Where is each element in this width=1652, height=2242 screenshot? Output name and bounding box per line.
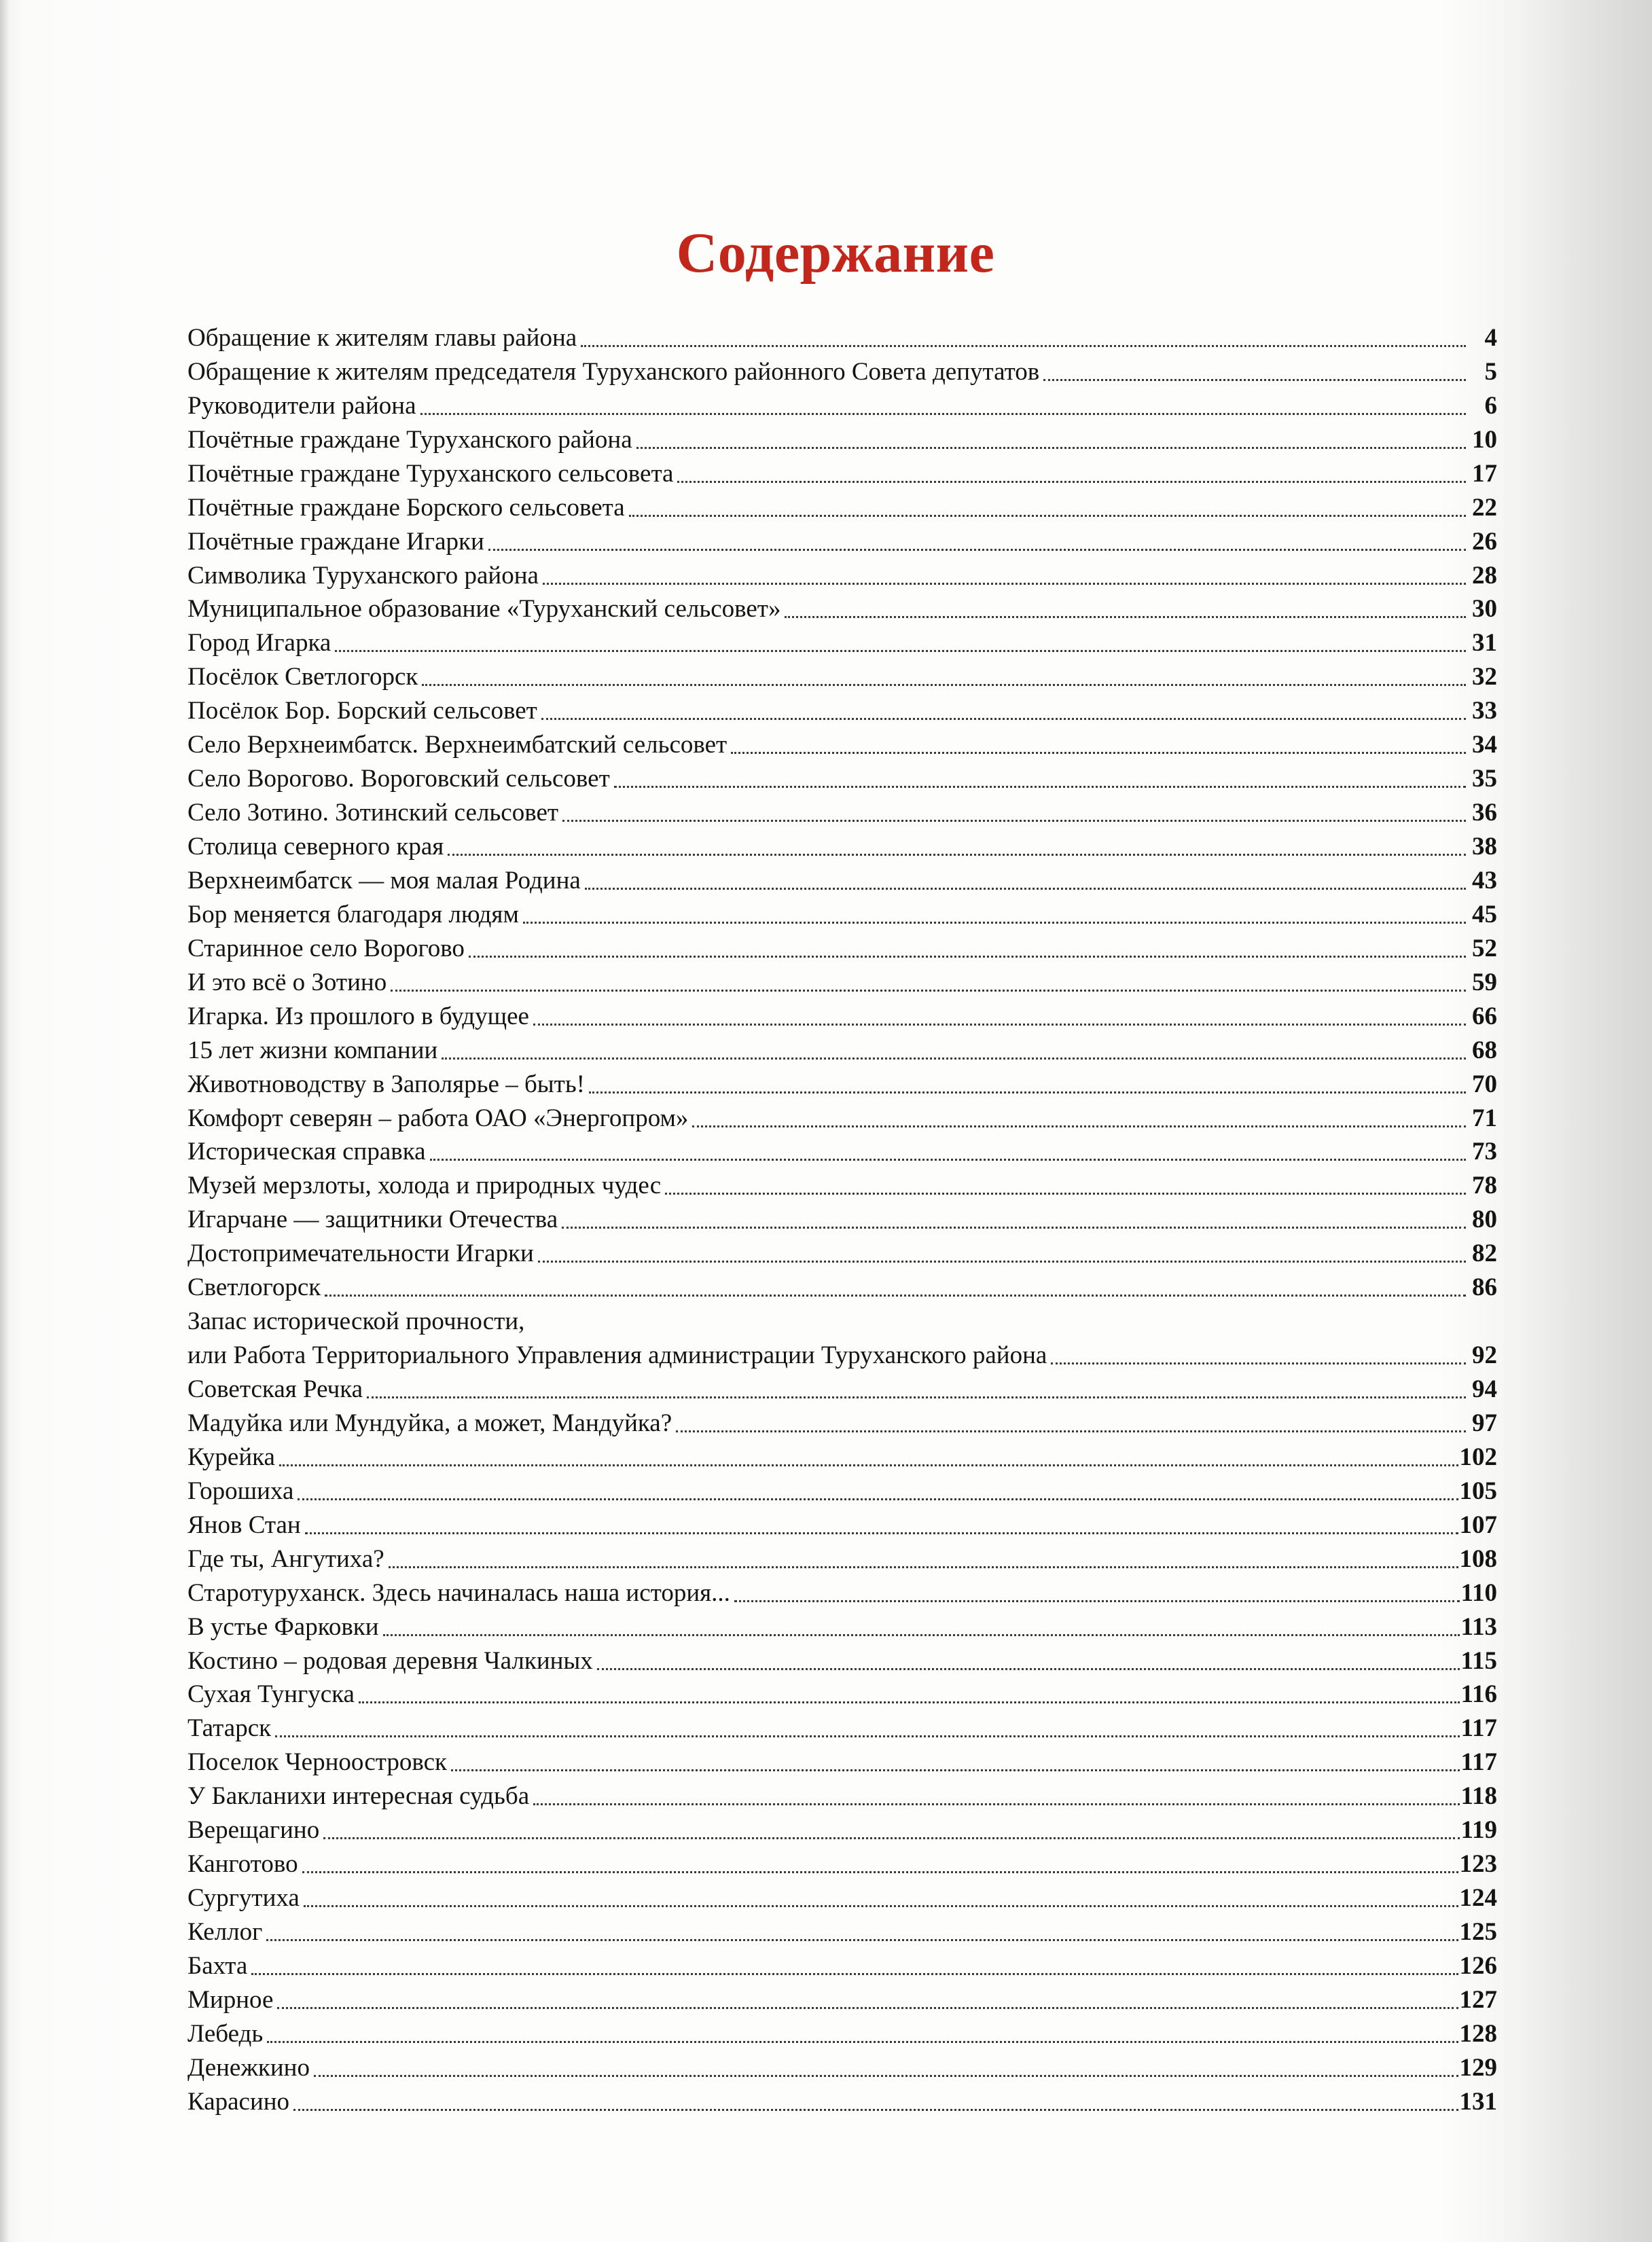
toc-page-number: 38: [1472, 833, 1497, 861]
toc-page-number: 107: [1459, 1511, 1497, 1539]
toc-entry-title: Горошиха: [187, 1477, 294, 1505]
toc-dot-leader: [335, 650, 1466, 652]
toc-dot-leader: [422, 684, 1466, 686]
toc-dot-leader: [420, 413, 1466, 415]
toc-dot-leader: [451, 1769, 1460, 1771]
toc-page-number: 17: [1472, 459, 1497, 488]
toc-entry-47: [187, 1879, 1497, 1913]
toc-entry-title: Посёлок Светлогорск: [187, 663, 418, 691]
toc-dot-leader: [302, 1871, 1458, 1873]
toc-dot-leader: [442, 1057, 1466, 1060]
page-title: Содержание: [676, 221, 995, 285]
toc-entry-title: Поселок Черноостровск: [187, 1748, 448, 1777]
toc-page-number: 127: [1459, 1985, 1497, 2014]
toc-entry-25: [187, 1134, 1497, 1168]
toc-page-number: 30: [1472, 595, 1497, 623]
toc-page-number: 36: [1472, 799, 1497, 827]
toc-page-number: 70: [1472, 1070, 1497, 1098]
toc-dot-leader: [391, 990, 1466, 992]
toc-entry-title: Верхнеимбатск — моя малая Родина: [187, 866, 581, 894]
toc-entry-53: [187, 2083, 1497, 2117]
toc-dot-leader: [304, 1905, 1458, 1907]
toc-entry-title: Село Верхнеимбатск. Верхнеимбатский сельсовет: [187, 731, 728, 759]
toc-entry-title: Город Игарка: [187, 629, 331, 657]
toc-entry-1: [187, 319, 1497, 353]
toc-entry-6: [187, 489, 1497, 523]
toc-entry-14: [187, 760, 1497, 794]
toc-entry-title: Символика Туруханского района: [187, 561, 539, 590]
toc-entry-title: Музей мерзлоты, холода и природных чудес: [187, 1172, 662, 1200]
toc-page-number: 119: [1460, 1816, 1497, 1845]
toc-dot-leader: [298, 1498, 1458, 1500]
toc-dot-leader: [325, 1295, 1466, 1297]
toc-entry-title: Почётные граждане Игарки: [187, 527, 484, 556]
toc-entry-title: Почётные граждане Борского сельсовета: [187, 493, 625, 522]
toc-entry-title: Руководители района: [187, 391, 416, 420]
toc-page-number: 131: [1459, 2087, 1497, 2116]
toc-entry-title: Лебедь: [187, 2019, 264, 2048]
toc-entry-2: [187, 353, 1497, 387]
toc-entry-37: [187, 1540, 1497, 1574]
toc-entry-28: [187, 1235, 1497, 1269]
toc-entry-42: [187, 1710, 1497, 1743]
toc-page-number: 71: [1472, 1104, 1497, 1132]
toc-page-number: 116: [1460, 1680, 1497, 1709]
page-edge-shadow: [0, 0, 10, 2242]
toc-dot-leader: [692, 1125, 1466, 1127]
toc-entry-title: Столица северного края: [187, 833, 444, 861]
toc-page-number: 43: [1472, 866, 1497, 894]
toc-page-number: 97: [1472, 1409, 1497, 1437]
toc-dot-leader: [636, 447, 1466, 449]
toc-dot-leader: [314, 2075, 1458, 2077]
toc-entry-title: Келлог: [187, 1918, 263, 1946]
toc-page-number: 82: [1472, 1240, 1497, 1268]
toc-dot-leader: [430, 1159, 1466, 1161]
toc-page-number: 33: [1472, 697, 1497, 725]
toc-entry-title: Почётные граждане Туруханского района: [187, 425, 632, 454]
toc-entry-title: Историческая справка: [187, 1138, 426, 1166]
toc-dot-leader: [488, 549, 1466, 551]
toc-page-number: 86: [1472, 1273, 1497, 1302]
toc-entry-48: [187, 1913, 1497, 1947]
toc-dot-leader: [267, 2041, 1458, 2043]
toc-entry-18: [187, 896, 1497, 930]
toc-page-number: 115: [1460, 1646, 1497, 1675]
toc-dot-leader: [323, 1837, 1459, 1839]
toc-page-number: 22: [1472, 493, 1497, 522]
toc-entry-8: [187, 557, 1497, 591]
toc-dot-leader: [469, 956, 1466, 958]
toc-entry-34: [187, 1439, 1497, 1472]
toc-page-number: 125: [1459, 1918, 1497, 1946]
toc-entry-title: Сургутиха: [187, 1884, 300, 1913]
toc-dot-leader: [734, 1600, 1460, 1602]
toc-entry-20: [187, 964, 1497, 998]
toc-dot-leader: [589, 1091, 1466, 1093]
toc-entry-title: Мирное: [187, 1985, 274, 2014]
toc-entry-title: Село Зотино. Зотинский сельсовет: [187, 799, 559, 827]
toc-entry-51: [187, 2015, 1497, 2049]
toc-entry-title: Обращение к жителям главы района: [187, 323, 577, 352]
toc-dot-leader: [533, 1803, 1459, 1805]
toc-page-number: 68: [1472, 1036, 1497, 1064]
toc-entry-title: И это всё о Зотино: [187, 968, 387, 996]
toc-entry-title: Светлогорск: [187, 1273, 321, 1302]
toc-entry-title: Канготово: [187, 1850, 298, 1879]
toc-entry-title: или Работа Территориального Управления администрации Туруханского района: [187, 1341, 1047, 1370]
toc-entry-12: [187, 692, 1497, 726]
toc-page-number: 117: [1460, 1748, 1497, 1777]
toc-dot-leader: [541, 718, 1466, 720]
toc-entry-title: Верещагино: [187, 1816, 320, 1845]
toc-page-number: 117: [1460, 1714, 1497, 1743]
toc-dot-leader: [1051, 1362, 1466, 1364]
toc-entry-24: [187, 1100, 1497, 1134]
toc-entry-35: [187, 1472, 1497, 1506]
toc-dot-leader: [614, 786, 1466, 788]
toc-entry-41: [187, 1676, 1497, 1710]
toc-dot-leader: [585, 888, 1466, 890]
toc-page-number: 59: [1472, 968, 1497, 996]
toc-page-number: 108: [1459, 1544, 1497, 1573]
toc-entry-title: Запас исторической прочности,: [187, 1307, 525, 1336]
toc-entry-title: Комфорт северян – работа ОАО «Энергопром»: [187, 1104, 689, 1132]
toc-entry-49: [187, 1947, 1497, 1981]
toc-page-number: 31: [1472, 629, 1497, 657]
toc-entry-39: [187, 1608, 1497, 1642]
toc-entry-7: [187, 523, 1497, 557]
toc-entry-15: [187, 794, 1497, 828]
toc-page-number: 124: [1459, 1884, 1497, 1913]
toc-entry-31: [187, 1337, 1497, 1371]
toc-entry-13: [187, 726, 1497, 760]
toc-dot-leader: [597, 1668, 1460, 1670]
toc-dot-leader: [383, 1634, 1460, 1636]
toc-page-number: 78: [1472, 1172, 1497, 1200]
toc-dot-leader: [293, 2109, 1458, 2111]
toc-page-number: 32: [1472, 663, 1497, 691]
toc-page-number: 73: [1472, 1138, 1497, 1166]
toc-entry-title: Муниципальное образование «Туруханский сельсовет»: [187, 595, 781, 623]
toc-page-number: 5: [1484, 357, 1497, 386]
toc-entry-11: [187, 658, 1497, 692]
toc-dot-leader: [359, 1701, 1460, 1703]
toc-dot-leader: [665, 1193, 1466, 1195]
toc-entry-46: [187, 1845, 1497, 1879]
toc-page-number: 126: [1459, 1951, 1497, 1980]
toc-dot-leader: [523, 922, 1466, 924]
toc-page-number: 26: [1472, 527, 1497, 556]
toc-page-number: 113: [1460, 1612, 1497, 1641]
table-of-contents: [187, 319, 1497, 2117]
toc-entry-title: Игарка. Из прошлого в будущее: [187, 1002, 529, 1030]
toc-entry-52: [187, 2049, 1497, 2083]
toc-entry-32: [187, 1371, 1497, 1405]
toc-entry-40: [187, 1642, 1497, 1676]
toc-dot-leader: [562, 1227, 1466, 1229]
toc-entry-title: Костино – родовая деревня Чалкиных: [187, 1646, 593, 1675]
toc-dot-leader: [785, 616, 1466, 618]
toc-entry-36: [187, 1506, 1497, 1540]
toc-entry-title: Бор меняется благодаря людям: [187, 900, 519, 928]
toc-page-number: 34: [1472, 731, 1497, 759]
toc-dot-leader: [538, 1261, 1466, 1263]
toc-page-number: 66: [1472, 1002, 1497, 1030]
toc-entry-title: Животноводству в Заполярье – быть!: [187, 1070, 586, 1098]
toc-entry-title: В устье Фарковки: [187, 1612, 379, 1641]
toc-dot-leader: [266, 1939, 1458, 1941]
toc-entry-44: [187, 1777, 1497, 1811]
toc-entry-4: [187, 421, 1497, 455]
toc-dot-leader: [389, 1566, 1458, 1568]
toc-entry-10: [187, 624, 1497, 658]
toc-entry-19: [187, 930, 1497, 964]
toc-page-number: 110: [1460, 1578, 1497, 1607]
toc-entry-title: Игарчане — защитники Отечества: [187, 1206, 558, 1234]
toc-entry-title: Село Ворогово. Вороговский сельсовет: [187, 765, 610, 793]
toc-entry-29: [187, 1269, 1497, 1303]
toc-dot-leader: [581, 345, 1466, 347]
toc-entry-22: [187, 1032, 1497, 1066]
toc-dot-leader: [677, 481, 1466, 483]
toc-page-number: 52: [1472, 934, 1497, 962]
toc-page-number: 123: [1459, 1850, 1497, 1879]
toc-entry-title: Старотуруханск. Здесь начиналась наша история...: [187, 1578, 730, 1607]
toc-page-number: 80: [1472, 1206, 1497, 1234]
toc-entry-16: [187, 828, 1497, 862]
toc-entry-title: Курейка: [187, 1443, 275, 1471]
toc-page-number: 4: [1484, 323, 1497, 352]
toc-dot-leader: [305, 1532, 1458, 1534]
toc-entry-27: [187, 1201, 1497, 1235]
toc-entry-26: [187, 1167, 1497, 1201]
toc-dot-leader: [277, 2007, 1458, 2009]
toc-entry-23: [187, 1066, 1497, 1100]
toc-entry-title: Старинное село Ворогово: [187, 934, 465, 962]
toc-entry-17: [187, 862, 1497, 896]
toc-entry-title: Советская Речка: [187, 1375, 363, 1403]
toc-dot-leader: [251, 1973, 1458, 1975]
toc-dot-leader: [676, 1430, 1466, 1432]
toc-page-number: 128: [1459, 2019, 1497, 2048]
toc-entry-title: У Бакланихи интересная судьба: [187, 1782, 530, 1811]
toc-page-number: 94: [1472, 1375, 1497, 1403]
toc-dot-leader: [1043, 379, 1466, 381]
toc-entry-38: [187, 1574, 1497, 1608]
toc-page-number: 102: [1459, 1443, 1497, 1471]
toc-page-number: 129: [1459, 2053, 1497, 2082]
toc-entry-title: 15 лет жизни компании: [187, 1036, 438, 1064]
toc-page-number: 92: [1472, 1341, 1497, 1370]
toc-page-number: 118: [1460, 1782, 1497, 1811]
toc-entry-30: [187, 1303, 1497, 1337]
toc-entry-title: Посёлок Бор. Борский сельсовет: [187, 697, 537, 725]
toc-entry-title: Обращение к жителям председателя Туруханского районного Совета депутатов: [187, 357, 1040, 386]
toc-page-number: 105: [1459, 1477, 1497, 1505]
toc-dot-leader: [279, 1464, 1458, 1466]
toc-entry-title: Почётные граждане Туруханского сельсовета: [187, 459, 674, 488]
toc-dot-leader: [448, 854, 1466, 856]
toc-entry-title: Сухая Тунгуска: [187, 1680, 355, 1709]
toc-dot-leader: [629, 515, 1466, 517]
toc-entry-title: Карасино: [187, 2087, 290, 2116]
toc-page-number: 28: [1472, 561, 1497, 590]
toc-entry-45: [187, 1811, 1497, 1845]
toc-entry-33: [187, 1405, 1497, 1439]
toc-dot-leader: [275, 1735, 1459, 1737]
toc-dot-leader: [533, 1024, 1466, 1026]
toc-page-number: 45: [1472, 900, 1497, 928]
toc-page-number: 10: [1472, 425, 1497, 454]
toc-dot-leader: [562, 820, 1466, 822]
toc-entry-21: [187, 998, 1497, 1032]
toc-entry-title: Татарск: [187, 1714, 272, 1743]
toc-entry-5: [187, 455, 1497, 489]
toc-entry-9: [187, 591, 1497, 625]
toc-entry-title: Мадуйка или Мундуйка, а может, Мандуйка?: [187, 1409, 672, 1437]
toc-entry-3: [187, 387, 1497, 421]
toc-entry-title: Янов Стан: [187, 1511, 301, 1539]
toc-entry-title: Денежкино: [187, 2053, 310, 2082]
toc-dot-leader: [367, 1396, 1466, 1398]
toc-page-number: 6: [1484, 391, 1497, 420]
toc-page-number: 35: [1472, 765, 1497, 793]
toc-dot-leader: [543, 583, 1466, 585]
toc-entry-43: [187, 1743, 1497, 1777]
toc-entry-title: Где ты, Ангутиха?: [187, 1544, 384, 1573]
toc-entry-title: Бахта: [187, 1951, 248, 1980]
toc-dot-leader: [731, 752, 1466, 754]
toc-entry-title: Достопримечательности Игарки: [187, 1240, 534, 1268]
toc-entry-50: [187, 1981, 1497, 2015]
